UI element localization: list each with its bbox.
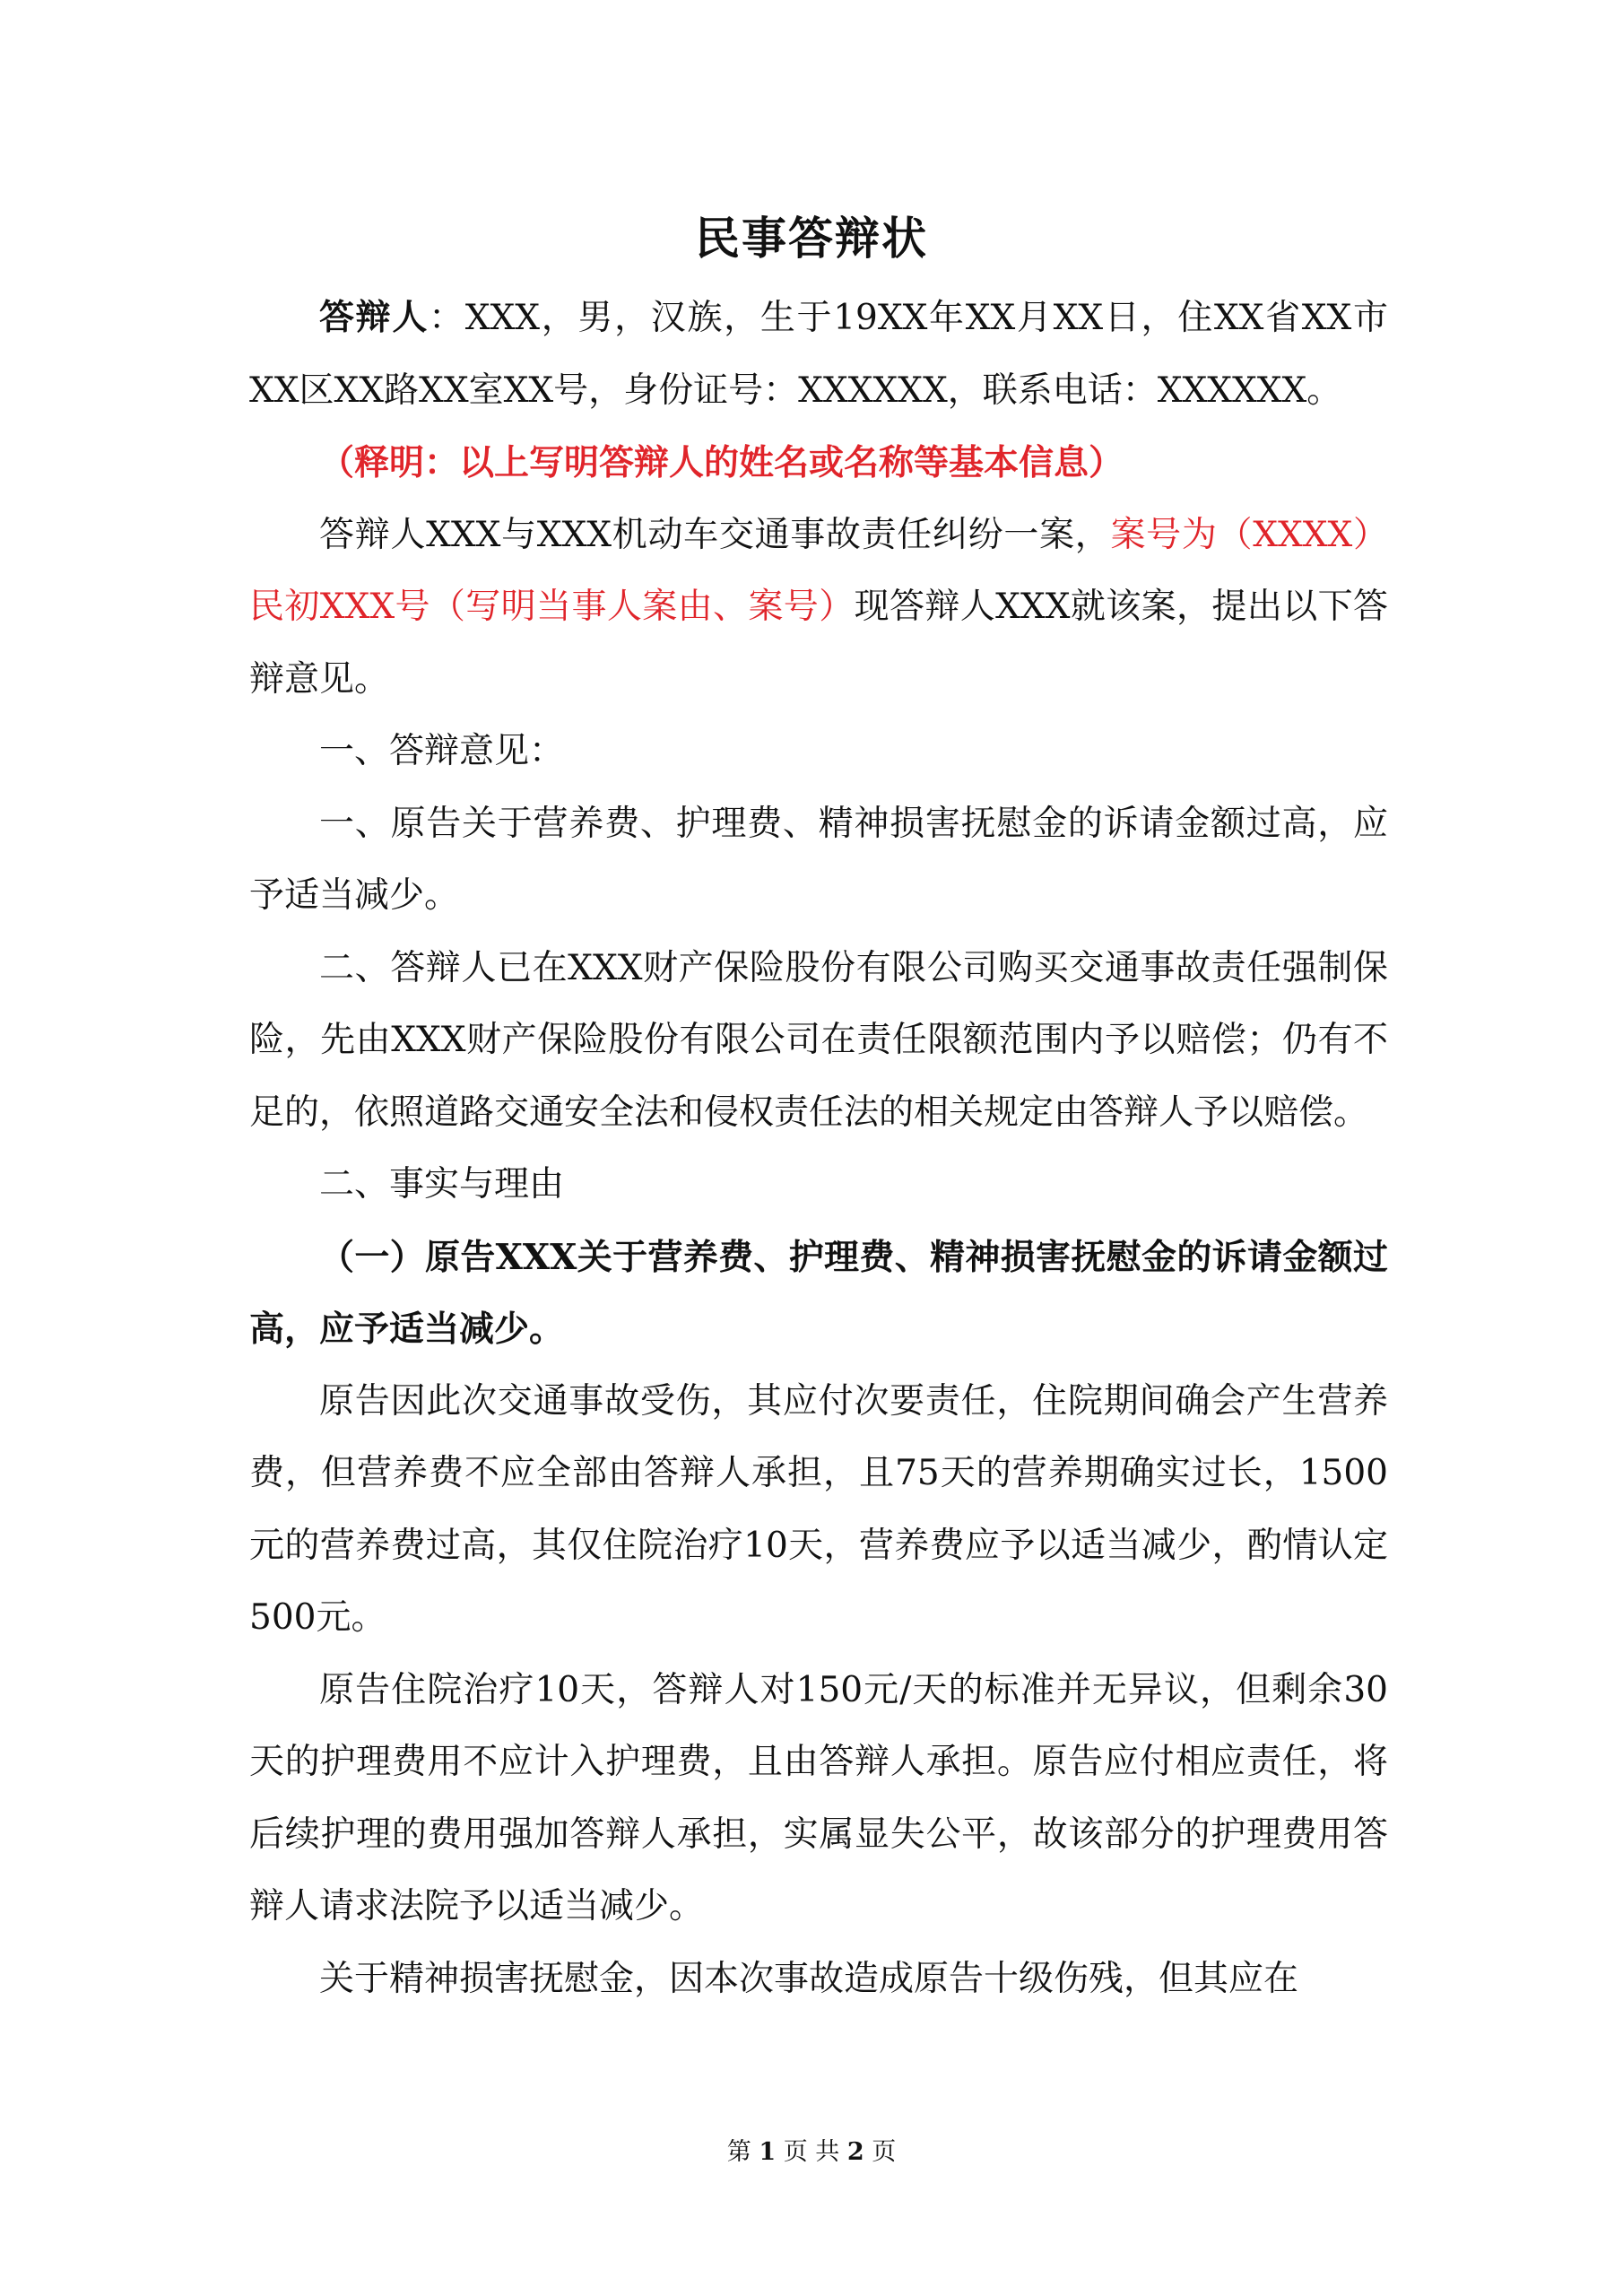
document-body bbox=[249, 282, 1388, 2015]
intro-part-3: 现答辩人XXX就该案，提出以下答辩意见。 bbox=[249, 587, 1389, 700]
section-2-heading: 二、事实与理由 bbox=[319, 1164, 565, 1205]
respondent-info bbox=[249, 282, 1388, 427]
footer-middle: 页 共 bbox=[776, 2138, 847, 2166]
intro-paragraph bbox=[249, 500, 1388, 717]
reason-paragraph-2: 原告住院治疗10天，答辩人对150元/天的标准并无异议，但剩余30天的护理费用不应计入护理费，且由答辩人承担。原告应付相应责任，将后续护理的费用强加答辩人承担，实属显失公平，故该部分的护理费用答辩人请求法院予以适当减少。 bbox=[249, 1669, 1388, 1926]
case-number-note: 案号为（XXXX）民初XXX号（写明当事人案由、案号） bbox=[249, 514, 1388, 627]
footer-page-number: 1 bbox=[759, 2138, 777, 2166]
document-title: 民事答辩状 bbox=[695, 213, 928, 265]
subheading-1: （一）原告XXX关于营养费、护理费、精神损害抚慰金的诉请金额过高，应予适当减少。 bbox=[249, 1236, 1388, 1350]
respondent-label: 答辩人 bbox=[319, 297, 430, 338]
intro-part-1: 答辩人XXX与XXX机动车交通事故责任纠纷一案， bbox=[319, 514, 1111, 555]
opinion-item-2: 二、答辩人已在XXX财产保险股份有限公司购买交通事故责任强制保险，先由XXX财产保险股份有限公司在责任限额范围内予以赔偿；仍有不足的，依照道路交通安全法和侵权责任法的相关规定由答辩人予以赔偿。 bbox=[249, 947, 1388, 1133]
respondent-details: ：XXX，男，汉族，生于19XX年XX月XX日，住XX省XX市XX区XX路XX室XX号，身份证号：XXXXXX，联系电话：XXXXXX。 bbox=[249, 298, 1388, 411]
reason-paragraph-3: 关于精神损害抚慰金，因本次事故造成原告十级伤残，但其应在 bbox=[319, 1958, 1299, 1999]
footer-total-pages: 2 bbox=[846, 2138, 864, 2166]
note-paragraph: （释明：以上写明答辩人的姓名或名称等基本信息） bbox=[319, 442, 1124, 483]
reason-paragraph-1: 原告因此次交通事故受伤，其应付次要责任，住院期间确会产生营养费，但营养费不应全部由答辩人承担，且75天的营养期确实过长，1500元的营养费过高，其仅住院治疗10天，营养费应予以适当减少，酌情认定500元。 bbox=[249, 1380, 1388, 1638]
footer-suffix: 页 bbox=[864, 2138, 897, 2166]
page-footer bbox=[0, 2135, 1623, 2170]
section-1-heading: 一、答辩意见： bbox=[319, 731, 565, 771]
opinion-item-1: 一、原告关于营养费、护理费、精神损害抚慰金的诉请金额过高，应予适当减少。 bbox=[249, 803, 1388, 916]
footer-prefix: 第 bbox=[726, 2138, 759, 2166]
